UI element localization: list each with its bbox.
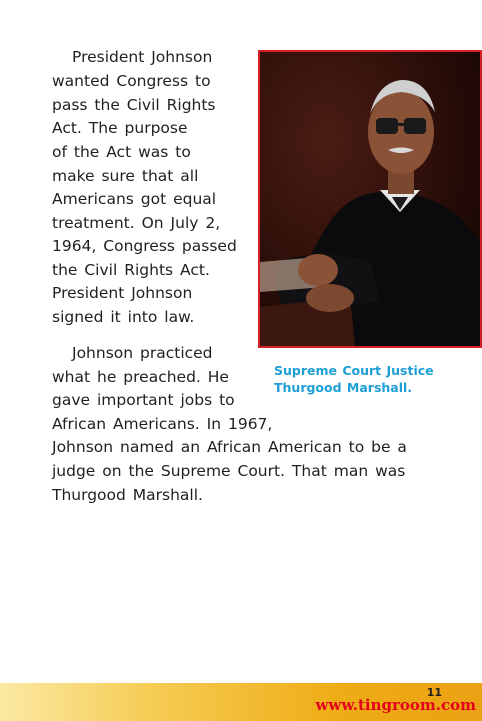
paragraph-1-line-5: of the Act was to [52, 143, 191, 161]
photo-caption-line-2: Thurgood Marshall. [274, 380, 413, 395]
paragraph-1-line-10: the Civil Rights Act. [52, 261, 210, 279]
paragraph-1-line-12: signed it into law. [52, 308, 195, 326]
paragraph-2-line-6: judge on the Supreme Court. That man was [52, 462, 406, 480]
paragraph-2-line-5: Johnson named an African American to be a [52, 438, 407, 456]
paragraph-1-line-9: 1964, Congress passed [52, 237, 237, 255]
paragraph-1-line-11: President Johnson [52, 284, 193, 302]
portrait-photo [258, 50, 482, 348]
paragraph-1-line-6: make sure that all [52, 167, 199, 185]
paragraph-2-line-2: what he preached. He [52, 368, 229, 386]
paragraph-1-line-2: wanted Congress to [52, 72, 211, 90]
paragraph-2-line-4: African Americans. In 1967, [52, 415, 273, 433]
paragraph-2-line-7: Thurgood Marshall. [52, 486, 203, 504]
paragraph-1-line-4: Act. The purpose [52, 119, 188, 137]
portrait-illustration [260, 52, 480, 346]
photo-caption-line-1: Supreme Court Justice [274, 363, 434, 378]
paragraph-1-line-7: Americans got equal [52, 190, 217, 208]
paragraph-1-line-8: treatment. On July 2, [52, 214, 221, 232]
paragraph-2-line-3: gave important jobs to [52, 391, 235, 409]
paragraph-1-line-3: pass the Civil Rights [52, 96, 216, 114]
page-number: 11 [426, 686, 442, 699]
watermark: www.tingroom.com [315, 696, 476, 714]
paragraph-2-line-1: Johnson practiced [72, 344, 213, 362]
paragraph-1-line-1: President Johnson [72, 48, 213, 66]
